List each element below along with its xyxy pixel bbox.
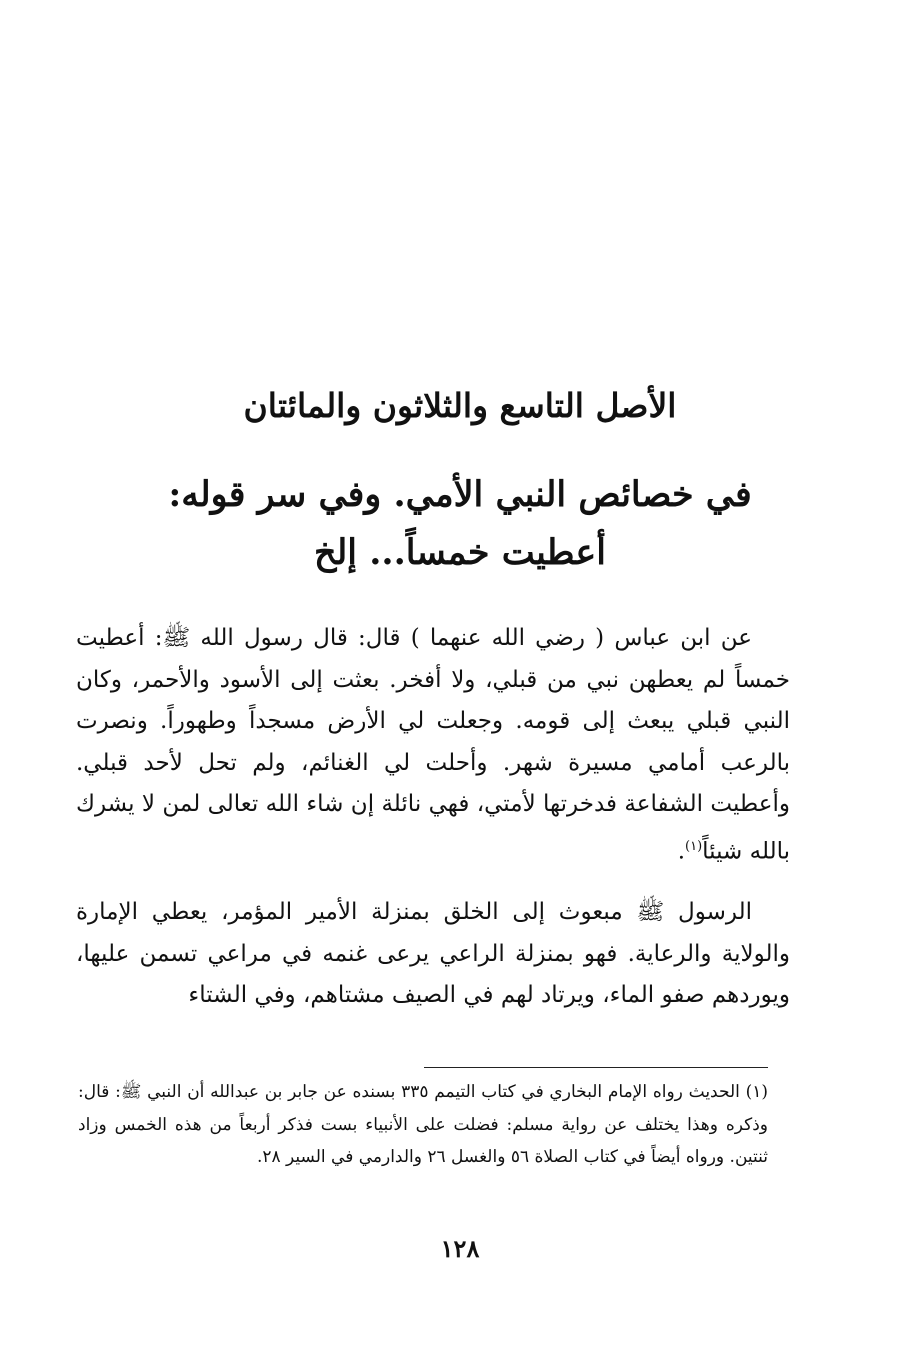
hadith-paragraph	[76, 618, 790, 873]
commentary-text: الرسول ﷺ مبعوث إلى الخلق بمنزلة الأمير المؤمر، يعطي الإمارة والولاية والرعاية. فهو بمنزلة الراعي يرعى غنمه في مراعي تسمن عليها، ويوردهم صفو الماء، ويرتاد لهم في الصيف مشتاهم، وفي الشتاء	[76, 899, 790, 1008]
commentary-paragraph	[76, 892, 790, 1017]
footnote	[78, 1076, 768, 1174]
footnote-marker: (١)	[745, 1082, 769, 1102]
subtitle-line-2: أعطيت خمساً... إلخ	[314, 532, 606, 573]
chapter-subtitle	[160, 466, 760, 582]
hadith-text: عن ابن عباس ( رضي الله عنهما ) قال: قال رسول الله ﷺ: أعطيت خمساً لم يعطهن نبي من قبلي، ولا أفخر. بعثت إلى الأسود والأحمر، وكان النبي قبلي يبعث إلى قومه. وجعلت لي الأرض مسجداً وطهوراً. ونصرت بالرعب أمامي مسيرة شهر. وأحلت لي الغنائم، ولم تحل لأحد قبلي. وأعطيت الشفاعة فدخرتها لأمتي، فهي نائلة إن شاء الله تعالى لمن لا يشرك بالله شيئاً	[76, 625, 790, 865]
footnote-reference: (١)	[685, 838, 703, 854]
page-number: ١٢٨	[440, 1234, 480, 1263]
chapter-title: الأصل التاسع والثلاثون والمائتان	[243, 386, 677, 425]
hadith-end: .	[677, 838, 686, 865]
footnote-text: الحديث رواه الإمام البخاري في كتاب التيمم ٣٣٥ بسنده عن جابر بن عبدالله أن النبي ﷺ: قال: وذكره وهذا يختلف عن رواية مسلم: فضلت على الأنبياء بست فذكر أربعاً من هذه الخمس وزاد ثنتين. ورواه أيضاً في كتاب الصلاة ٥٦ والغسل ٢٦ والدارمي في السير ٢٨.	[78, 1082, 768, 1167]
subtitle-line-1: في خصائص النبي الأمي. وفي سر قوله:	[168, 474, 752, 515]
footnote-separator	[424, 1067, 768, 1068]
